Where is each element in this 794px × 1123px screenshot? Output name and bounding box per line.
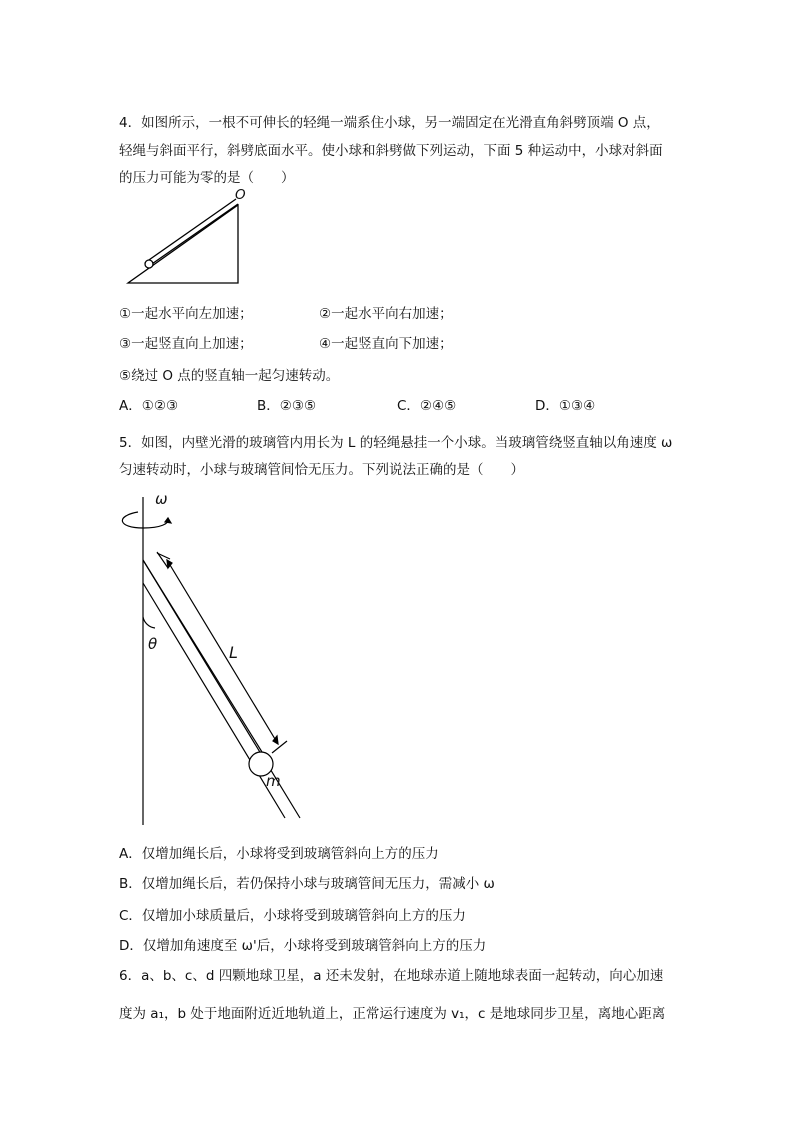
q4-item-2: ②一起水平向右加速； [319, 306, 453, 322]
q4-item-4: ④一起竖直向下加速； [319, 336, 453, 352]
q5-choice-b: B．仅增加绳长后，若仍保持小球与玻璃管间无压力，需减小 ω [119, 876, 495, 892]
q4-choice-c: C．②④⑤ [397, 398, 457, 414]
q4-choice-b: B．②③⑤ [257, 398, 317, 414]
q4-choice-a: A．①②③ [119, 398, 179, 414]
q6-line-2: 度为 a₁，b 处于地面附近近地轨道上，正常运行速度为 v₁，c 是地球同步卫星，离地心距离 [119, 1006, 666, 1022]
point-o-label: O [235, 187, 246, 203]
q6-line-1: 6．a、b、c、d 四颗地球卫星，a 还未发射，在地球赤道上随地球表面一起转动，向心加速 [119, 968, 664, 984]
omega-label: ω [155, 490, 168, 508]
theta-label: θ [148, 635, 158, 653]
q5-choice-a: A．仅增加绳长后，小球将受到玻璃管斜向上方的压力 [119, 846, 439, 862]
q4-item-5: ⑤绕过 O 点的竖直轴一起匀速转动。 [119, 368, 340, 384]
q5-line-2: 匀速转动时，小球与玻璃管间恰无压力。下列说法正确的是（ ） [119, 462, 524, 478]
q5-choice-d: D．仅增加角速度至 ω'后，小球将受到玻璃管斜向上方的压力 [119, 938, 487, 954]
length-label: L [229, 643, 238, 662]
q5-choice-c: C．仅增加小球质量后，小球将受到玻璃管斜向上方的压力 [119, 908, 466, 924]
wedge-figure [128, 199, 238, 283]
q4-line-3: 的压力可能为零的是（ ） [119, 170, 295, 186]
mass-label: m [266, 772, 281, 790]
q4-line-2: 轻绳与斜面平行，斜劈底面水平。使小球和斜劈做下列运动，下面 5 种运动中，小球对斜面 [119, 143, 663, 159]
q4-item-3: ③一起竖直向上加速； [119, 336, 253, 352]
q4-line-1: 4．如图所示，一根不可伸长的轻绳一端系住小球，另一端固定在光滑直角斜劈顶端 O 点， [119, 115, 660, 131]
q4-choice-d: D．①③④ [535, 398, 596, 414]
q5-line-1: 5．如图，内壁光滑的玻璃管内用长为 L 的轻绳悬挂一个小球。当玻璃管绕竖直轴以角速度 ω [119, 435, 673, 451]
q4-item-1: ①一起水平向左加速； [119, 306, 253, 322]
